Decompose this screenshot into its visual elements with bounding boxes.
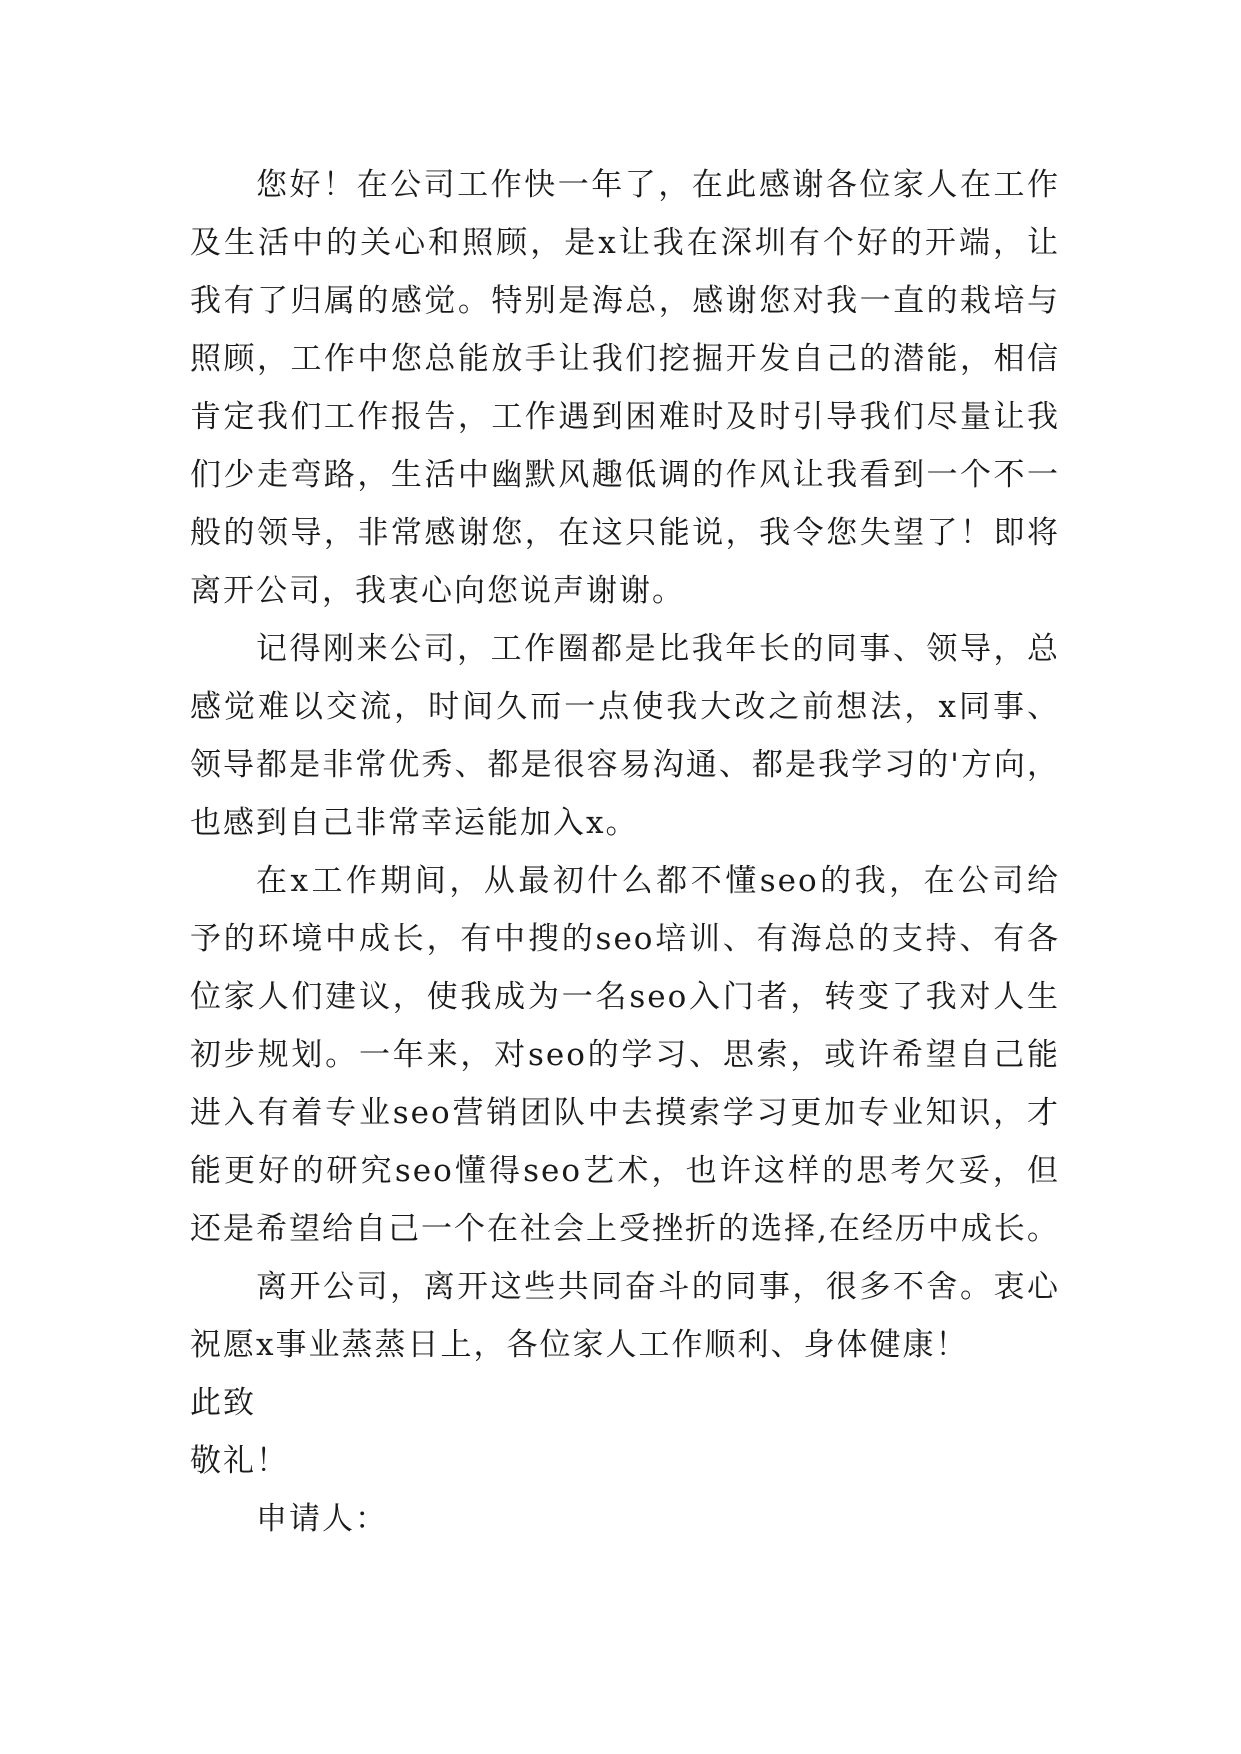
paragraph-farewell-wishes: 离开公司，离开这些共同奋斗的同事，很多不舍。衷心祝愿x事业蒸蒸日上，各位家人工作顺利、身体健康！ xyxy=(190,1269,1060,1363)
paragraph-first-impression: 记得刚来公司，工作圈都是比我年长的同事、领导，总感觉难以交流，时间久而一点使我大改之前想法，x同事、领导都是非常优秀、都是很容易沟通、都是我学习的'方向，也感到自己非常幸运能加入x。 xyxy=(190,631,1060,841)
signature-label: 申请人： xyxy=(256,1501,388,1537)
closing-salutation: 此致 xyxy=(190,1385,256,1421)
paragraph-gratitude: 您好！在公司工作快一年了，在此感谢各位家人在工作及生活中的关心和照顾，是x让我在深圳有个好的开端，让我有了归属的感觉。特别是海总，感谢您对我一直的栽培与照顾，工作中您总能放手让我们挖掘开发自己的潜能，相信肯定我们工作报告，工作遇到困难时及时引导我们尽量让我们少走弯路，生活中幽默风趣低调的作风让我看到一个不一般的领导，非常感谢您，在这只能说，我令您失望了！即将离开公司，我衷心向您说声谢谢。 xyxy=(190,167,1060,609)
letter-body xyxy=(190,156,1060,1548)
paragraph-seo-growth: 在x工作期间，从最初什么都不懂seo的我，在公司给予的环境中成长，有中搜的seo培训、有海总的支持、有各位家人们建议，使我成为一名seo入门者，转变了我对人生初步规划。一年来，对seo的学习、思索，或许希望自己能进入有着专业seo营销团队中去摸索学习更加专业知识，才能更好的研究seo懂得seo艺术，也许这样的思考欠妥，但还是希望给自己一个在社会上受挫折的选择,在经历中成长。 xyxy=(190,863,1060,1247)
closing-regards: 敬礼！ xyxy=(190,1443,289,1479)
